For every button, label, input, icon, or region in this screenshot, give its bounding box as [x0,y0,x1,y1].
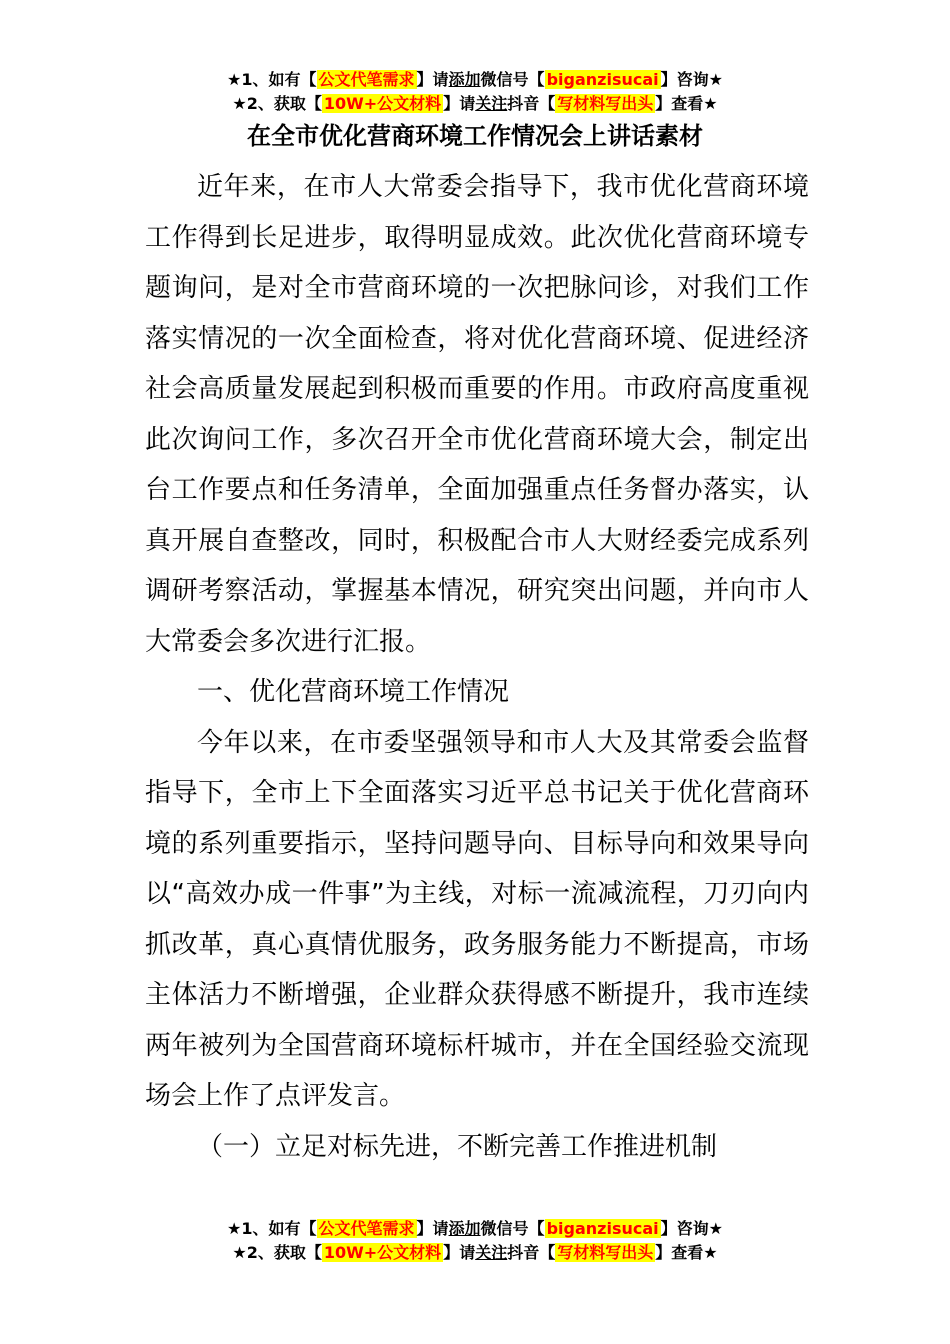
banner-line-2 [0,92,950,116]
document-title: 在全市优化营商环境工作情况会上讲话素材 [247,122,703,150]
banner-highlight: biganzisucai [546,1219,659,1238]
header-banner [0,68,950,116]
banner-highlight: 写材料写出头 [557,94,654,113]
footer-banner [0,1217,950,1265]
banner-text: 】请 [443,94,476,113]
banner-highlight: 公文代笔需求 [318,70,415,89]
banner-text: 】请 [416,1219,449,1238]
paragraph-intro: 近年来，在市人大常委会指导下，我市优化营商环境工作得到长足进步，取得明显成效。此次优化营商环境专题询问，是对全市营商环境的一次把脉问诊，对我们工作落实情况的一次全面检查，将对优化营商环境、促进经济社会高质量发展起到积极而重要的作用。市政府高度重视此次询问工作，多次召开全市优化营商环境大会，制定出台工作要点和任务清单，全面加强重点任务督办落实，认真开展自查整改，同时，积极配合市人大财经委完成系列调研考察活动，掌握基本情况，研究突出问题，并向市人大常委会多次进行汇报。 [145,172,809,657]
banner-highlight: 公文代笔需求 [318,1219,415,1238]
banner-text: 】查看★ [655,94,718,113]
banner-highlight: biganzisucai [546,70,659,89]
banner-highlight: 10W+公文材料 [323,94,442,113]
banner-highlight: 写材料写出头 [557,1243,654,1262]
banner-text: 抖音【 [507,94,556,113]
banner-highlight: 10W+公文材料 [323,1243,442,1262]
paragraph-situation: 今年以来，在市委坚强领导和市人大及其常委会监督指导下，全市上下全面落实习近平总书记关于优化营商环境的系列重要指示，坚持问题导向、目标导向和效果导向以“高效办成一件事”为主线，对标一流减流程，刀刃向内抓改革，真心真情优服务，政务服务能力不断提高，市场主体活力不断增强，企业群众获得感不断提升，我市连续两年被列为全国营商环境标杆城市，并在全国经验交流现场会上作了点评发言。 [145,727,809,1111]
banner-text: ★2、获取【 [232,94,322,113]
banner-text: 微信号【 [480,1219,545,1238]
banner-line-1 [0,1217,950,1241]
banner-text: 微信号【 [480,70,545,89]
banner-text: 】咨询★ [660,70,723,89]
banner-text: 抖音【 [507,1243,556,1262]
banner-underline: 关注 [475,94,508,113]
banner-text: ★1、如有【 [227,70,317,89]
banner-line-2 [0,1241,950,1265]
banner-text: ★2、获取【 [232,1243,322,1262]
banner-text: 】请 [443,1243,476,1262]
banner-text: 】请 [416,70,449,89]
section-heading: 一、优化营商环境工作情况 [197,677,510,707]
banner-text: 】咨询★ [660,1219,723,1238]
banner-underline: 添加 [448,70,481,89]
banner-text: 】查看★ [655,1243,718,1262]
banner-underline: 关注 [475,1243,508,1262]
banner-text: ★1、如有【 [227,1219,317,1238]
subsection-heading: （一）立足对标先进，不断完善工作推进机制 [197,1131,718,1162]
banner-line-1 [0,68,950,92]
banner-underline: 添加 [448,1219,481,1238]
document-body [145,162,809,1172]
